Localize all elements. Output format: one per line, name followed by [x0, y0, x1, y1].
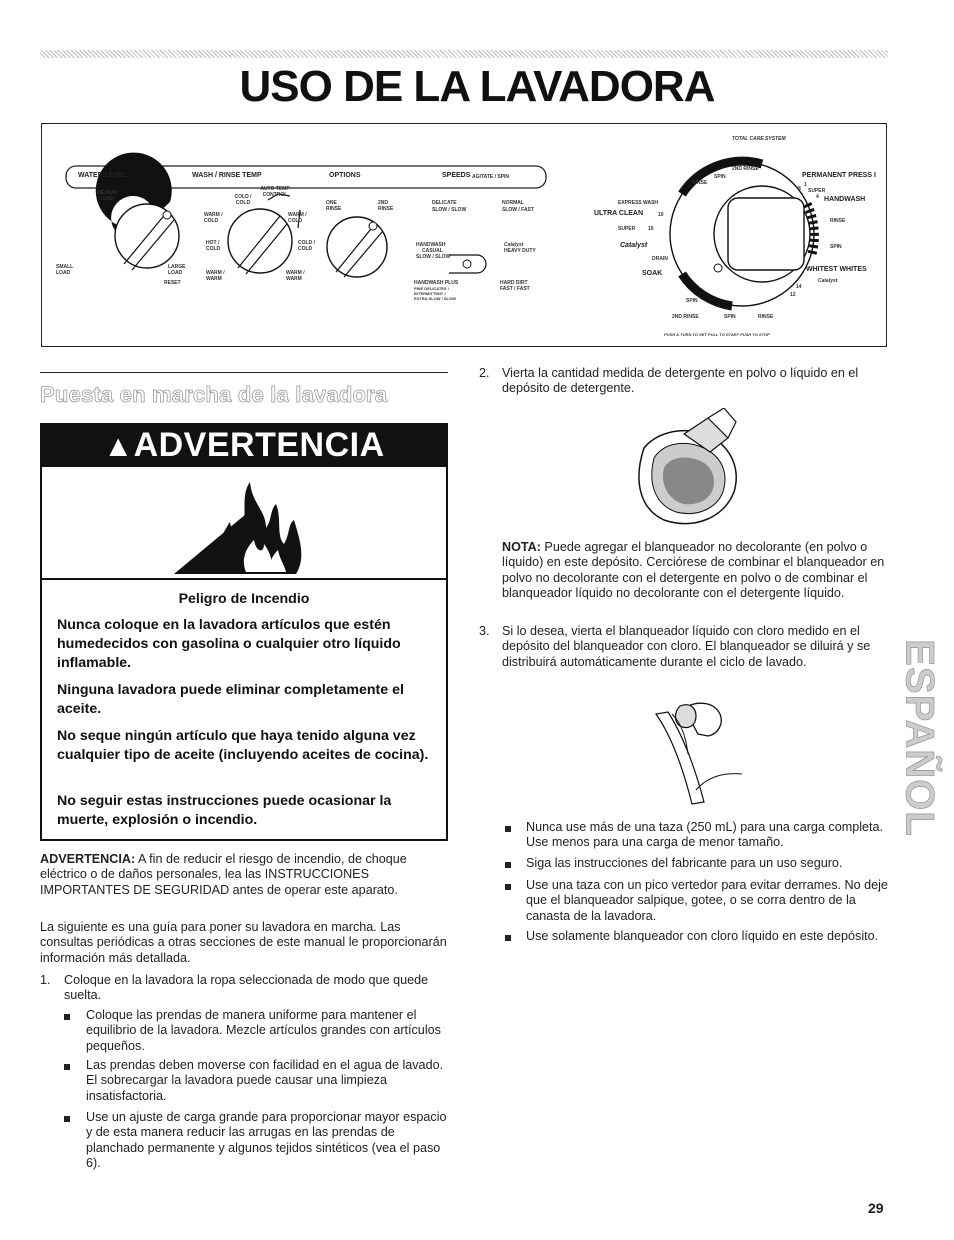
bullet-marker	[64, 1116, 70, 1122]
warm-warm-left-label: WARM / WARM	[206, 270, 225, 282]
bullet-marker	[505, 826, 511, 832]
num-10-label: 10	[658, 212, 664, 218]
dial-footer-label: PUSH & TURN TO SET PULL TO START PUSH TO STOP	[664, 332, 770, 337]
super-label: SUPER	[808, 188, 826, 194]
warm-warm-right-label: WARM / WARM	[286, 270, 305, 282]
page-title: USO DE LA LAVADORA	[239, 62, 715, 111]
second-rinse-top-label: 2ND RINSE	[732, 166, 759, 172]
intro-paragraph: La siguiente es una guía para poner su lavadora en marcha. Las consultas periódicas a otras secciones de este manual le proporcionarán información más detallada.	[40, 920, 447, 965]
normal-sub-label: SLOW / FAST	[502, 207, 534, 213]
rinse-top-label: RINSE	[692, 180, 708, 186]
whitest-whites-label: WHITEST WHITES	[806, 266, 867, 273]
num-1-label: 1	[804, 182, 807, 188]
permanent-press-label: PERMANENT PRESS I	[802, 172, 876, 179]
warning-heading: Peligro de Incendio	[178, 591, 310, 607]
handwash-plus-label: HANDWASH PLUS	[414, 280, 459, 286]
right-bullet-1: Nunca use más de una taza (250 mL) para una carga completa. Use menos para una carga de menor tamaño.	[526, 820, 884, 850]
handwash-speed-label: HANDWASH	[416, 242, 446, 248]
catalyst-whites-label: Catalyst	[818, 278, 838, 284]
catalyst-dial-label: Catalyst	[620, 242, 648, 249]
nota-label: NOTA:	[502, 540, 541, 554]
warning-line-3: No seque ningún artículo que haya tenido alguna vez cualquier tipo de aceite (incluyendo aceites de cocina).	[57, 728, 429, 763]
auto-temp-label: AUTO TEMP CONTROL	[260, 186, 290, 198]
header-hatch-bar	[40, 50, 888, 58]
warning-line-1: Nunca coloque en la lavadora artículos que estén humedecidos con gasolina o cualquier otro líquido inflamable.	[57, 617, 401, 671]
warning-banner-text: ADVERTENCIA	[133, 426, 385, 464]
advertencia-label: ADVERTENCIA:	[40, 852, 136, 866]
hot-cold-label: HOT / COLD	[206, 240, 221, 252]
bullet-marker	[64, 1064, 70, 1070]
nota-text: Puede agregar el blanqueador no decolorante (en polvo o líquido) en este depósito. Cerciórese de combinar el blanqueador en polvo no decolorante con el detergente en polvo o de combinar el blanqueador líquido no decolorante con el detergente líquido.	[502, 540, 885, 601]
warning-separator	[40, 578, 448, 580]
step-1-text: Coloque en la lavadora la ropa seleccionada de modo que quede suelta.	[64, 973, 429, 1003]
one-rinse-label: ONE RINSE	[326, 200, 342, 212]
options-label: OPTIONS	[329, 172, 361, 179]
speeds-label: SPEEDS	[442, 172, 471, 179]
right-bullet-2: Siga las instrucciones del fabricante para un uso seguro.	[526, 856, 843, 870]
express-wash-label: EXPRESS WASH	[618, 200, 659, 206]
water-level-label: WATER LEVEL	[78, 172, 128, 179]
spin-bottom-label: SPIN	[686, 298, 698, 304]
left-bullet-3: Use un ajuste de carga grande para proporcionar mayor espacio y de esta manera reducir las arrugas en las prendas de planchado permanente y algunos tejidos sintéticos (vea el paso 6).	[86, 1110, 447, 1171]
num-4-label: 4	[816, 194, 819, 200]
drain-label: DRAIN	[652, 256, 668, 262]
handwash-plus-sub-label: FINE DELICATES / INTERMITTENT / EXTRA SLOW / SLOW	[414, 286, 456, 301]
bleach-pouring-illustration	[642, 694, 752, 806]
total-care-label: TOTAL CARE SYSTEM	[732, 136, 786, 142]
super-15-label: SUPER	[618, 226, 636, 232]
handwash-dial-label: HANDWASH	[824, 196, 866, 203]
section-rule	[40, 372, 448, 373]
bullet-marker	[64, 1014, 70, 1020]
num-15-label: 15	[648, 226, 654, 232]
step-1-number: 1.	[40, 973, 51, 987]
normal-label: NORMAL	[502, 200, 524, 206]
bullet-marker	[505, 884, 511, 890]
espanol-side-tab-text: ESPAÑOL	[897, 639, 942, 837]
small-load-label: SMALL LOAD	[56, 264, 74, 276]
step-2-number: 2.	[479, 366, 490, 380]
rinse-right-label: RINSE	[830, 218, 846, 224]
cold-cold-label: COLD / COLD	[234, 194, 252, 206]
delicate-label: DELICATE	[432, 200, 457, 206]
right-bullet-3: Use una taza con un pico vertedor para evitar derrames. No deje que el blanqueador salpique, gotee, o se corra dentro de la canasta de la lavadora.	[526, 878, 888, 923]
nota-paragraph	[502, 540, 890, 602]
detergent-dispenser-illustration	[624, 408, 748, 530]
speeds-sub-label: AGITATE / SPIN	[472, 174, 510, 180]
second-rinse-label: 2ND RINSE	[378, 200, 394, 212]
ultra-clean-label: ULTRA CLEAN	[594, 210, 643, 217]
fire-icon	[170, 474, 320, 578]
delicate-sub-label: SLOW / SLOW	[432, 207, 467, 213]
casual-sub-label: SLOW / SLOW	[416, 254, 451, 260]
rinse-bottom-label: RINSE	[758, 314, 774, 320]
step-3-number: 3.	[479, 624, 490, 638]
right-bullet-4: Use solamente blanqueador con cloro líquido en este depósito.	[526, 929, 879, 943]
advertencia-paragraph	[40, 852, 450, 898]
advertencia-text: A fin de reducir el riesgo de incendio, de choque eléctrico o de daños personales, lea las INSTRUCCIONES IMPORTANTES DE SEGURIDAD antes de operar este aparato.	[40, 852, 407, 897]
warning-triangle-icon: ▲	[103, 430, 134, 463]
warning-line-2: Ninguna lavadora puede eliminar completamente el aceite.	[57, 682, 404, 717]
heavy-duty-label: HEAVY DUTY	[504, 248, 536, 254]
second-rinse-bottom-label: 2ND RINSE	[672, 314, 699, 320]
casual-label: CASUAL	[422, 248, 443, 254]
section-heading: Puesta en marcha de la lavadora	[40, 382, 388, 407]
warm-cold-right-label: WARM / COLD	[288, 212, 307, 224]
control-panel-illustration	[41, 123, 887, 347]
large-load-label: LARGE LOAD	[168, 264, 186, 276]
spin-right-label: SPIN	[830, 244, 842, 250]
catalyst-speed-label: Catalyst	[504, 242, 524, 248]
page-number: 29	[868, 1200, 884, 1216]
num-14-label: 14	[796, 284, 802, 290]
reset-label: RESET	[164, 280, 181, 286]
step-2-text: Vierta la cantidad medida de detergente en polvo o líquido en el depósito de detergente.	[502, 366, 859, 396]
bullet-marker	[505, 862, 511, 868]
hard-dirt-label: HARD DIRT	[500, 280, 528, 286]
bullet-marker	[505, 935, 511, 941]
hard-dirt-sub-label: FAST / FAST	[500, 286, 530, 292]
warning-banner	[40, 423, 448, 467]
left-bullet-2: Las prendas deben moverse con facilidad en el agua de lavado. El sobrecargar la lavadora puede causar una limpieza insatisfactoria.	[86, 1058, 444, 1103]
num-8-label: 8	[798, 186, 801, 192]
medium-load-label: MEDIUM LOAD	[96, 190, 118, 202]
num-12-label: 12	[790, 292, 796, 298]
warm-cold-left-label: WARM / COLD	[204, 212, 223, 224]
soak-label: SOAK	[642, 270, 663, 277]
wash-rinse-temp-label: WASH / RINSE TEMP	[192, 172, 262, 179]
espanol-side-tab	[897, 639, 942, 837]
left-bullet-1: Coloque las prendas de manera uniforme para mantener el equilibrio de la lavadora. Mezcle artículos grandes con artículos pequeños.	[86, 1008, 441, 1053]
step-3-text: Si lo desea, vierta el blanqueador líquido con cloro medido en el depósito del blanqueador con cloro. El blanqueador se diluirá y se distribuirá automáticamente durante el ciclo de lavado.	[502, 624, 871, 669]
spin-bottom2-label: SPIN	[724, 314, 736, 320]
spin-top-label: SPIN	[714, 174, 726, 180]
cold-cold-right-label: COLD / COLD	[298, 240, 315, 252]
warning-line-4: No seguir estas instrucciones puede ocasionar la muerte, explosión o incendio.	[57, 793, 392, 828]
